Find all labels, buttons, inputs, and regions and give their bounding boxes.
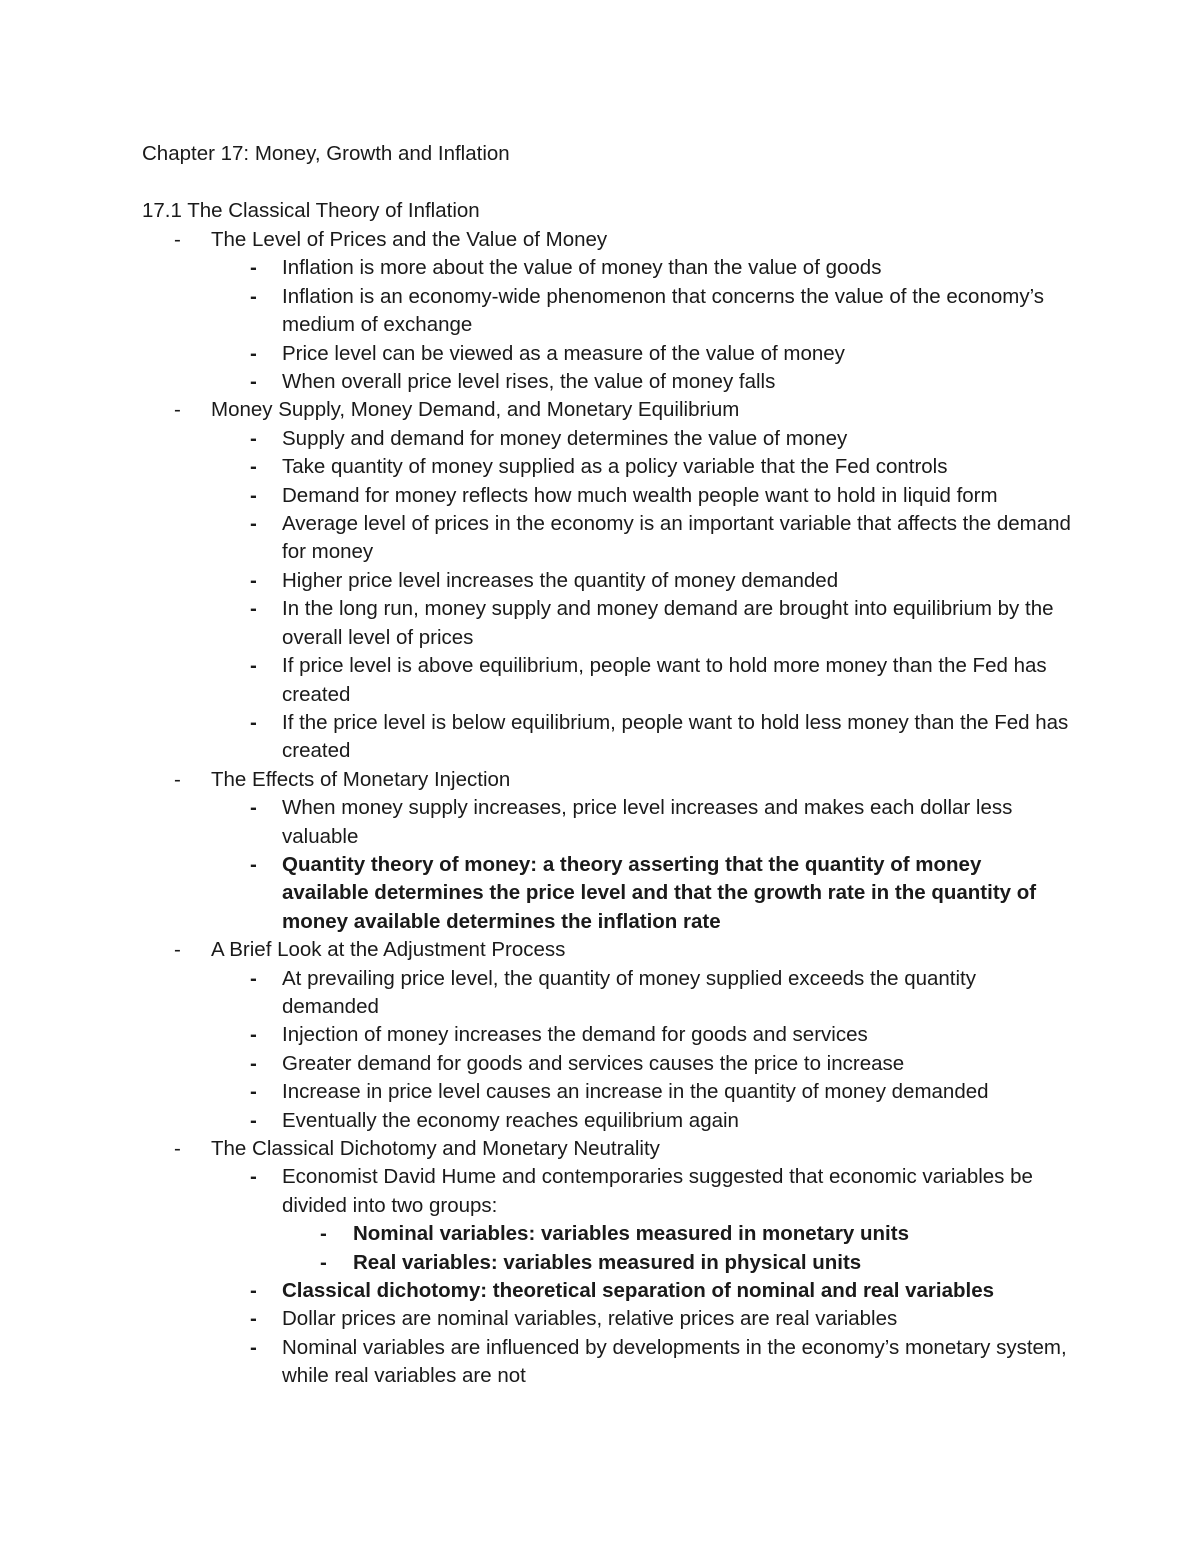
bullet-dash: - [174, 398, 181, 422]
topic-heading [0, 936, 1200, 964]
note-item-text: Quantity theory of money: a theory asserting that the quantity of money available determines the price level and that the growth rate in the quantity of money available determines the inflation rate [282, 852, 1037, 933]
bullet-dash: - [250, 370, 257, 394]
bullet-dash: - [250, 512, 257, 536]
note-item [0, 368, 1200, 396]
note-item [0, 254, 1200, 282]
note-item-text: Price level can be viewed as a measure of the value of money [282, 341, 845, 365]
note-item [0, 595, 1200, 652]
bullet-dash: - [250, 455, 257, 479]
note-item [0, 1305, 1200, 1333]
note-item [0, 453, 1200, 481]
note-item [0, 965, 1200, 1022]
note-item-text: Nominal variables are influenced by developments in the economy’s monetary system, while real variables are not [282, 1335, 1067, 1388]
note-item-text: Demand for money reflects how much wealth people want to hold in liquid form [282, 483, 998, 507]
note-item [0, 567, 1200, 595]
bullet-dash: - [250, 1108, 257, 1132]
note-item [0, 1277, 1200, 1305]
sub-note-item-text: Real variables: variables measured in physical units [353, 1250, 862, 1274]
topic-heading [0, 766, 1200, 794]
note-item-text: Eventually the economy reaches equilibrium again [282, 1108, 739, 1132]
sub-note-item [0, 1249, 1200, 1277]
note-item [0, 425, 1200, 453]
note-item [0, 851, 1200, 936]
note-item [0, 1334, 1200, 1391]
note-item [0, 1021, 1200, 1049]
note-item-text: At prevailing price level, the quantity of money supplied exceeds the quantity demanded [282, 966, 976, 1018]
topic-heading [0, 1135, 1200, 1163]
bullet-dash: - [174, 1137, 181, 1160]
note-item-text: Take quantity of money supplied as a policy variable that the Fed controls [282, 455, 948, 479]
topic-heading-text: Money Supply, Money Demand, and Monetary Equilibrium [211, 398, 740, 422]
bullet-dash: - [250, 483, 257, 507]
note-item [0, 794, 1200, 851]
bullet-dash: - [174, 228, 181, 251]
note-item [0, 1163, 1200, 1220]
bullet-dash: - [250, 284, 257, 308]
note-item-text: When overall price level rises, the value of money falls [282, 370, 776, 394]
bullet-dash: - [250, 654, 257, 678]
note-item [0, 283, 1200, 340]
note-item [0, 709, 1200, 766]
bullet-dash: - [250, 1165, 257, 1189]
bullet-dash: - [250, 341, 257, 365]
note-item [0, 1107, 1200, 1135]
note-item-text: Economist David Hume and contemporaries suggested that economic variables be divided into two groups: [282, 1165, 1033, 1217]
topic-heading [0, 226, 1200, 254]
chapter-title: Chapter 17: Money, Growth and Inflation [142, 142, 510, 165]
note-item-text: In the long run, money supply and money demand are brought into equilibrium by the overall level of prices [282, 597, 1054, 649]
bullet-dash: - [250, 1307, 257, 1331]
note-item [0, 482, 1200, 510]
note-item-text: Inflation is more about the value of money than the value of goods [282, 256, 882, 280]
note-item-text: Higher price level increases the quantity of money demanded [282, 568, 839, 592]
bullet-dash: - [250, 852, 257, 876]
sub-note-item-text: Nominal variables: variables measured in monetary units [353, 1222, 909, 1246]
bullet-dash: - [250, 256, 257, 280]
bullet-dash: - [250, 710, 257, 734]
bullet-dash: - [250, 966, 257, 990]
sub-note-item [0, 1220, 1200, 1248]
note-item-text: If the price level is below equilibrium, people want to hold less money than the Fed has created [282, 710, 1069, 763]
note-item-text: Dollar prices are nominal variables, relative prices are real variables [282, 1307, 898, 1331]
bullet-dash: - [250, 1335, 257, 1359]
topic-heading-text: The Classical Dichotomy and Monetary Neutrality [211, 1137, 660, 1160]
note-item-text: Injection of money increases the demand for goods and services [282, 1023, 868, 1047]
note-item-text: If price level is above equilibrium, people want to hold more money than the Fed has created [282, 654, 1047, 706]
note-item [0, 510, 1200, 567]
bullet-dash: - [250, 1051, 257, 1075]
topic-heading-text: The Level of Prices and the Value of Money [211, 228, 608, 251]
bullet-dash: - [320, 1250, 327, 1274]
bullet-dash: - [250, 1279, 257, 1303]
note-item-text: Increase in price level causes an increase in the quantity of money demanded [282, 1080, 989, 1104]
bullet-dash: - [250, 796, 257, 820]
note-item [0, 340, 1200, 368]
note-item-text: When money supply increases, price level increases and makes each dollar less valuable [282, 796, 1013, 848]
note-item [0, 652, 1200, 709]
bullet-dash: - [320, 1222, 327, 1246]
bullet-dash: - [250, 1023, 257, 1047]
bullet-dash: - [250, 1080, 257, 1104]
bullet-dash: - [174, 938, 181, 962]
note-item-text: Average level of prices in the economy is an important variable that affects the demand for money [282, 512, 1071, 564]
bullet-dash: - [250, 597, 257, 621]
notes-outline [0, 226, 1200, 1391]
note-item-text: Classical dichotomy: theoretical separation of nominal and real variables [282, 1279, 995, 1303]
bullet-dash: - [250, 568, 257, 592]
note-item [0, 1078, 1200, 1106]
topic-heading-text: A Brief Look at the Adjustment Process [211, 938, 566, 962]
bullet-dash: - [250, 426, 257, 450]
note-item-text: Inflation is an economy-wide phenomenon that concerns the value of the economy’s medium of exchange [282, 284, 1045, 337]
topic-heading-text: The Effects of Monetary Injection [211, 767, 511, 791]
note-item-text: Greater demand for goods and services causes the price to increase [282, 1051, 905, 1075]
bullet-dash: - [174, 767, 181, 791]
section-heading: 17.1 The Classical Theory of Inflation [142, 199, 480, 222]
note-item [0, 1050, 1200, 1078]
topic-heading [0, 396, 1200, 424]
note-item-text: Supply and demand for money determines the value of money [282, 426, 848, 450]
